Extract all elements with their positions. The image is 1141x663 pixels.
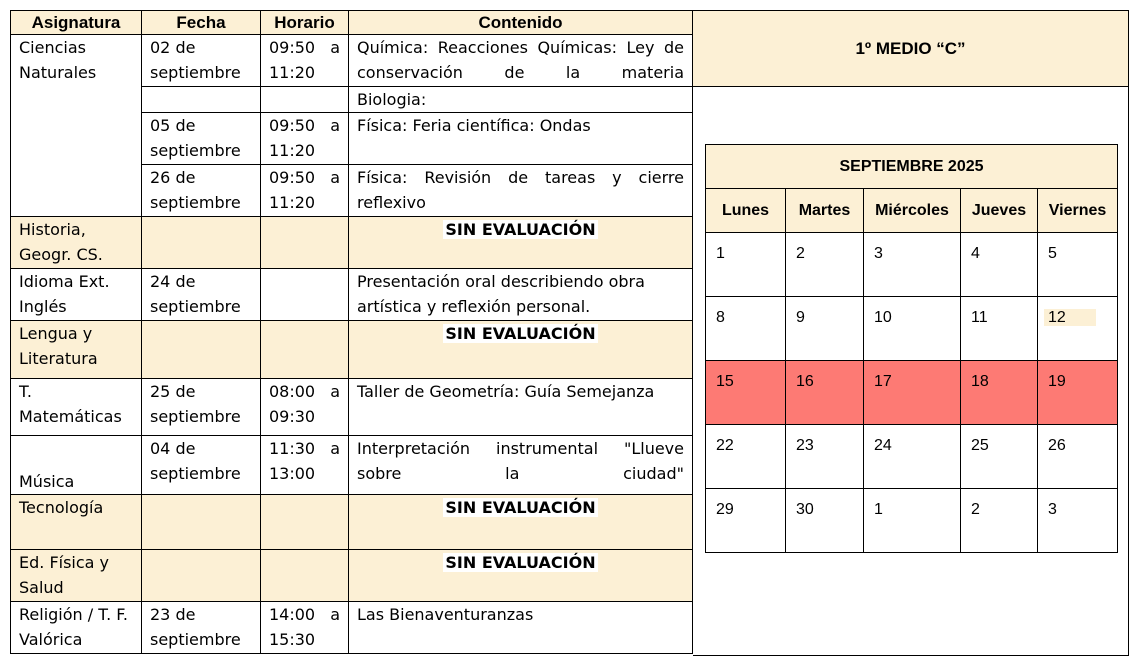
content-cell: Taller de Geometría: Guía Semejanza [349, 379, 693, 436]
content-cell: Física: Feria científica: Ondas [349, 113, 693, 165]
table-row [11, 321, 693, 379]
evaluation-schedule-table [10, 10, 693, 654]
time-cell [261, 495, 349, 550]
date-cell: 26 de septiembre [142, 165, 261, 217]
calendar-week-row-holiday [706, 361, 1118, 425]
time-cell [261, 269, 349, 321]
no-evaluation-label: SIN EVALUACIÓN [445, 498, 596, 517]
calendar-week-row [706, 233, 1118, 297]
subject-cell: Ed. Física y Salud [11, 550, 142, 602]
time-cell [261, 217, 349, 269]
calendar-day: 26 [1038, 425, 1118, 489]
calendar-day: 1 [706, 233, 786, 297]
time-cell: 09:50 a 11:20 [261, 113, 349, 165]
calendar-weekday-row [706, 189, 1118, 233]
table-row [11, 495, 693, 550]
calendar-day: 15 [706, 361, 786, 425]
calendar-day: 25 [961, 425, 1038, 489]
weekday-tuesday: Martes [786, 189, 864, 233]
header-fecha: Fecha [142, 11, 261, 35]
calendar-day: 10 [864, 297, 961, 361]
time-cell: 09:50 a 11:20 [261, 165, 349, 217]
calendar-month-title: SEPTIEMBRE 2025 [706, 145, 1118, 189]
subject-cell: Música [11, 436, 142, 495]
calendar-day: 18 [961, 361, 1038, 425]
calendar-day: 1 [864, 489, 961, 553]
content-cell [349, 321, 693, 379]
subject-cell: Lengua y Literatura [11, 321, 142, 379]
date-cell: 25 de septiembre [142, 379, 261, 436]
time-cell: 11:30 a 13:00 [261, 436, 349, 495]
september-calendar [705, 144, 1118, 553]
calendar-day: 17 [864, 361, 961, 425]
table-row [11, 379, 693, 436]
no-evaluation-label: SIN EVALUACIÓN [445, 553, 596, 572]
calendar-day-highlighted [1038, 297, 1118, 361]
content-cell [349, 217, 693, 269]
weekday-friday: Viernes [1038, 189, 1118, 233]
highlighted-day-number: 12 [1044, 309, 1096, 326]
subject-cell: Historia, Geogr. CS. [11, 217, 142, 269]
calendar-day: 16 [786, 361, 864, 425]
date-cell [142, 550, 261, 602]
date-cell: 05 de septiembre [142, 113, 261, 165]
calendar-day: 2 [786, 233, 864, 297]
calendar-day: 5 [1038, 233, 1118, 297]
date-cell [142, 87, 261, 113]
time-cell [261, 550, 349, 602]
calendar-day: 11 [961, 297, 1038, 361]
content-cell: Química: Reacciones Químicas: Ley de conservación de la materia [349, 35, 693, 87]
date-cell [142, 321, 261, 379]
date-cell: 04 de septiembre [142, 436, 261, 495]
course-title: 1º MEDIO “C” [693, 10, 1129, 87]
table-row [11, 602, 693, 654]
header-contenido: Contenido [349, 11, 693, 35]
date-cell: 23 de septiembre [142, 602, 261, 654]
time-cell [261, 87, 349, 113]
table-row [11, 35, 693, 87]
content-cell: Presentación oral describiendo obra artística y reflexión personal. [349, 269, 693, 321]
time-cell: 08:00 a 09:30 [261, 379, 349, 436]
content-cell: Biologia: [349, 87, 693, 113]
no-evaluation-label: SIN EVALUACIÓN [445, 324, 596, 343]
calendar-day: 4 [961, 233, 1038, 297]
content-cell [349, 495, 693, 550]
calendar-day: 2 [961, 489, 1038, 553]
table-row [11, 550, 693, 602]
header-asignatura: Asignatura [11, 11, 142, 35]
subject-cell: Idioma Ext. Inglés [11, 269, 142, 321]
table-row [11, 436, 693, 495]
calendar-week-row [706, 489, 1118, 553]
table-row [11, 269, 693, 321]
header-horario: Horario [261, 11, 349, 35]
subject-cell: Tecnología [11, 495, 142, 550]
calendar-day: 19 [1038, 361, 1118, 425]
content-cell: Interpretación instrumental "Llueve sobre la ciudad" [349, 436, 693, 495]
calendar-day: 3 [1038, 489, 1118, 553]
calendar-day: 30 [786, 489, 864, 553]
date-cell [142, 217, 261, 269]
content-cell: Física: Revisión de tareas y cierre reflexivo [349, 165, 693, 217]
calendar-day: 24 [864, 425, 961, 489]
calendar-day: 22 [706, 425, 786, 489]
subject-cell: T. Matemáticas [11, 379, 142, 436]
weekday-monday: Lunes [706, 189, 786, 233]
content-cell [349, 550, 693, 602]
content-cell: Las Bienaventuranzas [349, 602, 693, 654]
calendar-day: 9 [786, 297, 864, 361]
weekday-wednesday: Miércoles [864, 189, 961, 233]
calendar-day: 3 [864, 233, 961, 297]
table-row [11, 217, 693, 269]
calendar-week-row [706, 297, 1118, 361]
time-cell: 14:00 a 15:30 [261, 602, 349, 654]
date-cell: 24 de septiembre [142, 269, 261, 321]
calendar-week-row [706, 425, 1118, 489]
subject-cell: Religión / T. F. Valórica [11, 602, 142, 654]
time-cell: 09:50 a 11:20 [261, 35, 349, 87]
date-cell: 02 de septiembre [142, 35, 261, 87]
subject-cell: Ciencias Naturales [11, 35, 142, 217]
time-cell [261, 321, 349, 379]
calendar-day: 23 [786, 425, 864, 489]
calendar-day: 8 [706, 297, 786, 361]
table-header-row [11, 11, 693, 35]
calendar-day: 29 [706, 489, 786, 553]
date-cell [142, 495, 261, 550]
weekday-thursday: Jueves [961, 189, 1038, 233]
no-evaluation-label: SIN EVALUACIÓN [445, 220, 596, 239]
